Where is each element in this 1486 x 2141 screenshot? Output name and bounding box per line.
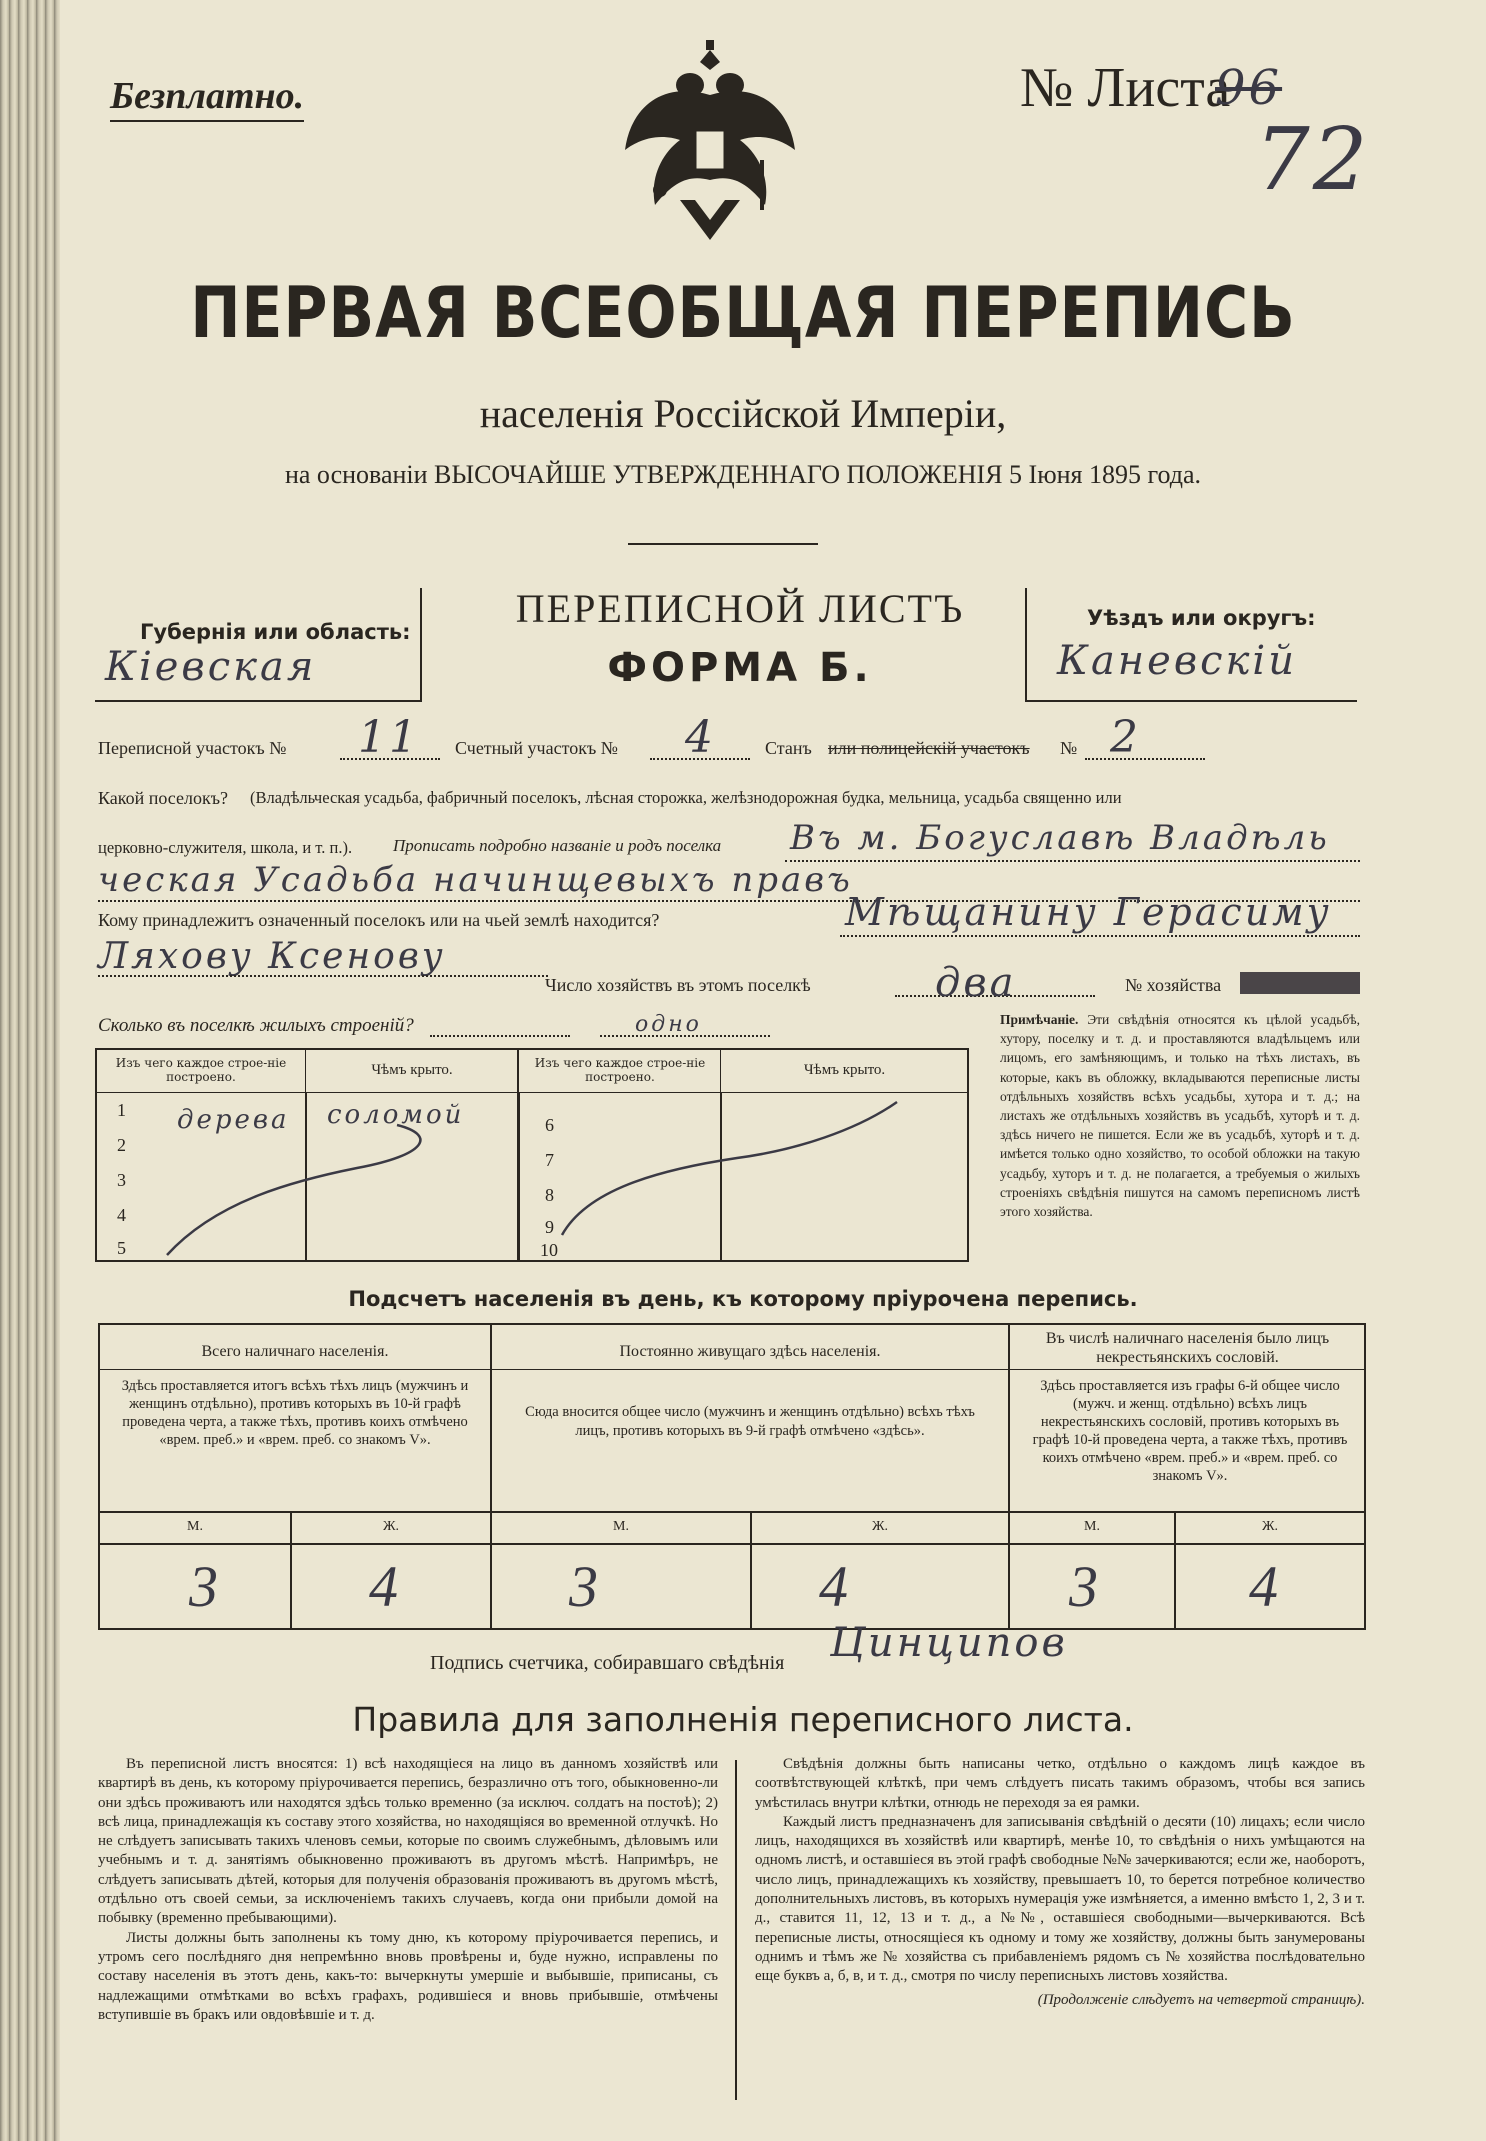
uezd-value: Каневскій xyxy=(1057,638,1297,684)
building-row-5: 5 xyxy=(117,1238,126,1258)
population-col1-text: Здѣсь проставляется итогъ всѣхъ тѣхъ лицъ (мужчинъ и женщинъ отдѣльно), противъ которыхъ въ 10-й графѣ проведена черта, а также тѣхъ, противъ коихъ отмѣчено «врем. преб.» и «врем. преб. со знакомъ V». xyxy=(121,1378,469,1448)
strike-through-lines xyxy=(97,1050,967,1260)
population-m-label-3: М. xyxy=(1084,1519,1100,1534)
population-total-m: 3 xyxy=(189,1554,221,1619)
settlement-value-2: ческая Усадьба начинщевыхъ правъ xyxy=(98,860,853,900)
buildings-col-material: Изъ чего каждое строе-ніе построено. xyxy=(115,1056,287,1084)
rules-right-paragraph-1: Свѣдѣнія должны быть написаны четко, отдѣльно о каждомъ лицѣ каждое въ соотвѣтствующей клѣткѣ, при чемъ слѣдуетъ писать такимъ образомъ, чтобы вся запись умѣстилась внутри клѣтки, отнюдь не переходя за ея рамки. xyxy=(755,1756,1365,1811)
settlement-hint-2: церковно-служителя, школа, и т. п.). xyxy=(98,838,353,857)
building-row-6: 6 xyxy=(545,1115,554,1135)
page-stack-edge xyxy=(0,0,60,2141)
gubernia-value: Кіевская xyxy=(105,644,317,690)
population-noncrest-f: 4 xyxy=(1249,1554,1281,1619)
enumerator-signature: Цинципов xyxy=(830,1620,1068,1666)
household-number-redacted xyxy=(1240,972,1360,994)
population-m-label-2: М. xyxy=(613,1519,629,1534)
uezd-label: Уѣздъ или округъ: xyxy=(1087,606,1316,630)
buildings-col-roof: Чѣмъ крыто. xyxy=(371,1062,453,1078)
stan-label: Станъ xyxy=(765,738,812,758)
stan-value: 2 xyxy=(1110,712,1141,763)
uezd-box xyxy=(1025,588,1357,702)
count-district-value: 4 xyxy=(685,712,716,763)
police-district-struck: или полицейскій участокъ xyxy=(828,738,1030,758)
sheet-number-struck: 96 xyxy=(1215,60,1283,116)
free-label: Безплатно. xyxy=(110,74,304,122)
population-m-label-1: М. xyxy=(187,1519,203,1534)
settlement-value-1: Въ м. Богуславѣ Владѣль xyxy=(790,818,1330,858)
settlement-hint-italic: Прописать подробно названіе и родъ поселка xyxy=(393,836,722,855)
household-number-label: № хозяйства xyxy=(1125,975,1222,995)
note-block xyxy=(1000,1010,1360,1221)
note-label: Примѣчаніе. xyxy=(1000,1012,1079,1027)
form-title: ПЕРЕПИСНОЙ ЛИСТЪ xyxy=(515,586,965,631)
building-1-material: дерева xyxy=(177,1105,290,1135)
building-row-9: 9 xyxy=(545,1217,554,1237)
rules-right-paragraph-2: Каждый листъ предназначенъ для записыванія свѣдѣній о десяти (10) лицахъ; если число лицъ, находящихся въ хозяйствѣ или квартирѣ, менѣе 10, то свѣдѣнія о нихъ умѣщаются на одномъ листѣ, и оставшіеся въ этой графѣ свободные №№ зачеркиваются; если же, наоборотъ, число лицъ, принадлежащихъ къ хозяйству, превышаетъ 10, то берется потребное количество дополнительныхъ листовъ, въ которыхъ нумерація уже измѣняется, а именно вмѣсто 1, 2, 3 и т. д., ставится 11, 12, 13 и т. д., а №№, оставшіеся свободными—вычеркиваются. Всѣ переписные листы, относящіеся къ одному и тому же хозяйству, должны быть занумерованы однимъ и тѣмъ же № хозяйства съ прибавленіемъ рядомъ съ № хозяйства послѣдовательно еще буквъ а, б, в, и т. д., смотря по числу переписныхъ листовъ хозяйства. xyxy=(755,1813,1365,1985)
population-permanent-m: 3 xyxy=(569,1554,601,1619)
population-permanent-f: 4 xyxy=(819,1554,851,1619)
double-headed-eagle-emblem xyxy=(620,40,800,260)
rules-left-column xyxy=(98,1755,718,2025)
population-f-label-1: Ж. xyxy=(382,1519,400,1534)
rules-right-column xyxy=(755,1755,1365,2010)
census-district-label: Переписной участокъ № xyxy=(98,738,287,758)
rules-divider xyxy=(735,1760,737,2100)
owner-value-1: Мѣщанину Герасиму xyxy=(845,890,1332,934)
buildings-label: Сколько въ поселкѣ жилыхъ строеній? xyxy=(98,1015,414,1036)
building-row-10: 10 xyxy=(540,1240,558,1260)
count-district-label: Счетный участокъ № xyxy=(455,738,618,758)
population-col2-text: Сюда вносится общее число (мужчинъ и женщинъ отдѣльно) всѣхъ тѣхъ лицъ, противъ которыхъ въ 9-й графѣ отмѣчено «здѣсь». xyxy=(525,1404,975,1439)
settlement-label: Какой поселокъ? xyxy=(98,788,229,808)
census-district-value: 11 xyxy=(358,712,420,763)
rules-title: Правила для заполненія переписного листа. xyxy=(352,1700,1134,1739)
form-subtitle: ФОРМА Б. xyxy=(607,645,873,691)
population-col3-title: Въ числѣ наличнаго населенія было лицъ некрестьянскихъ сословій. xyxy=(1045,1330,1330,1366)
building-row-2: 2 xyxy=(117,1135,126,1155)
title-rule xyxy=(628,543,818,545)
buildings-col-material-2: Изъ чего каждое строе-ніе построено. xyxy=(534,1056,706,1084)
population-total-f: 4 xyxy=(369,1554,401,1619)
population-heading: Подсчетъ населенія въ день, къ которому пріурочена перепись. xyxy=(348,1287,1138,1311)
building-row-7: 7 xyxy=(545,1150,554,1170)
enumerator-signature-label: Подпись счетчика, собиравшаго свѣдѣнія xyxy=(430,1652,785,1674)
gubernia-box xyxy=(95,588,422,702)
stan-number-label: № xyxy=(1060,738,1078,758)
rules-left-paragraph-2: Листы должны быть заполнены къ тому дню, къ которому пріурочивается перепись, и утромъ сего послѣдняго дня непремѣнно вновь провѣрены и, буде нужно, исправлены по составу населенія въ этотъ день, какъ-то: вычеркнуты умершіе и выбывшіе, приписаны, съ надлежащими отмѣтками во всѣхъ графахъ, родившіеся и вновь прибывшіе, отмѣчены вступившіе въ бракъ или овдовѣвшіе и т. д. xyxy=(98,1929,718,2023)
census-basis: на основаніи ВЫСОЧАЙШЕ УТВЕРЖДЕННАГО ПОЛОЖЕНІЯ 5 Іюня 1895 года. xyxy=(284,460,1202,489)
owner-value-2: Ляхову Ксенову xyxy=(98,936,446,977)
population-col1-title: Всего наличнаго населенія. xyxy=(201,1343,389,1360)
owner-label: Кому принадлежитъ означенный поселокъ или на чьей землѣ находится? xyxy=(98,910,660,930)
building-row-8: 8 xyxy=(545,1185,554,1205)
population-col3-text: Здѣсь проставляется изъ графы 6-й общее число (мужч. и женщ. отдѣльно) всѣхъ лицъ некрестьянскихъ сословій, противъ которыхъ въ графѣ 10-й проведена черта, а также тѣхъ, противъ коихъ отмѣчено «врем. преб.» и «врем. преб. со знакомъ V». xyxy=(1032,1378,1348,1484)
population-f-label-2: Ж. xyxy=(871,1519,889,1534)
buildings-value: одно xyxy=(635,1012,702,1037)
population-noncrest-m: 3 xyxy=(1069,1554,1101,1619)
sheet-number-handwritten: 72 xyxy=(1255,110,1371,210)
households-label: Число хозяйствъ въ этомъ поселкѣ xyxy=(545,975,811,995)
households-value: два xyxy=(935,960,1017,1006)
note-text: Эти свѣдѣнія относятся къ цѣлой усадьбѣ, хутору, поселку и т. д. и проставляются владѣльцемъ или лицомъ, его замѣняющимъ, и только на тѣхъ листахъ, въ которые, какъ въ обложку, вкладываются переписные листы отдѣльныхъ хозяйствъ всѣхъ усадьбы, хутора и т. д.; на листахъ же отдѣльныхъ хозяйствъ въ усадьбѣ, хуторѣ и т. д. здѣсь ничего не пишется. Если же въ усадьбѣ, хуторѣ и т. д. имѣется только одно хозяйство, то особой обложки на такую усадьбу, хуторъ и т. д. не полагается, а требуемыя о жилыхъ строеніяхъ свѣдѣнія пишутся на самомъ переписномъ листѣ этого хозяйства. xyxy=(1000,1012,1361,1220)
census-title: ПЕРВАЯ ВСЕОБЩАЯ ПЕРЕПИСЬ xyxy=(190,272,1296,354)
population-col2-title: Постоянно живущаго здѣсь населенія. xyxy=(619,1343,881,1360)
building-row-4: 4 xyxy=(117,1205,126,1225)
building-row-3: 3 xyxy=(117,1170,126,1190)
population-f-label-3: Ж. xyxy=(1261,1519,1279,1534)
sheet-number-label: № Листа xyxy=(1020,57,1231,119)
gubernia-label: Губернія или область: xyxy=(140,620,411,644)
population-table xyxy=(98,1323,1366,1630)
census-subtitle: населенія Россійской Имперіи, xyxy=(479,391,1007,436)
building-1-roof: соломой xyxy=(327,1100,465,1130)
buildings-col-roof-2: Чѣмъ крыто. xyxy=(803,1062,886,1078)
building-row-1: 1 xyxy=(117,1100,126,1120)
rules-left-paragraph-1: Въ переписной листъ вносятся: 1) всѣ находящіеся на лицо въ данномъ хозяйствѣ или квартирѣ въ день, къ которому пріурочивается перепись, безразлично отъ того, обыкновенно-ли они здѣсь проживаютъ или находятся здѣсь только временно (за исключ. солдатъ на постоѣ); 2) всѣ лица, принадлежащія къ составу этого хозяйства, но находящіяся во временной отлучкѣ. Но не слѣдуетъ записывать такихъ членовъ семьи, которые по своимъ служебнымъ, дѣловымъ или учебнымъ и т. д. занятіямъ обыкновенно проживаютъ въ другомъ мѣстѣ. Напримѣръ, не слѣдуетъ записывать дѣтей, которыя для полученія образованія проживаютъ въ другомъ мѣстѣ, отдѣльно отъ своей семьи, за исключеніемъ такихъ случаевъ, когда они прибыли домой на побывку (временно пребывающими). xyxy=(98,1756,718,1927)
rules-continued: (Продолженіе слѣдуетъ на четвертой страницѣ). xyxy=(1037,1991,1365,2008)
settlement-hint: (Владѣльческая усадьба, фабричный поселокъ, лѣсная сторожка, желѣзнодорожная будка, мельница, усадьба священно или xyxy=(250,788,1122,807)
buildings-table xyxy=(95,1048,969,1262)
